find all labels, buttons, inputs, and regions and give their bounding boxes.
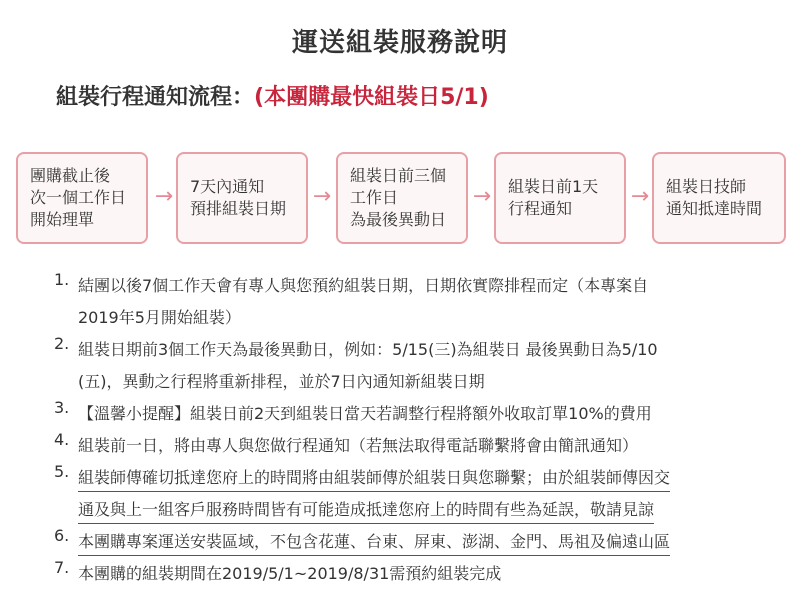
- flow-subtitle-label: 組裝行程通知流程：: [56, 85, 255, 110]
- underlined-text: 通及與上一組客戶服務時間皆有可能造成抵達您府上的時間有些為延誤，敬請見諒: [78, 497, 654, 524]
- list-item: [54, 334, 754, 398]
- list-number: 4.: [54, 430, 70, 449]
- list-line: 本團購的組裝期間在2019/5/1~2019/8/31需預約組裝完成: [78, 564, 502, 583]
- list-line: 2019年5月開始組裝）: [78, 308, 241, 327]
- list-number: 5.: [54, 462, 70, 481]
- list-number: 7.: [54, 558, 70, 577]
- list-line: 結團以後7個工作天會有專人與您預約組裝日期，日期依實際排程而定（本專案自: [78, 276, 649, 295]
- flow-step-5: [652, 152, 786, 244]
- list-item: [54, 558, 754, 590]
- flow-subtitle: [56, 80, 489, 111]
- list-number: 6.: [54, 526, 70, 545]
- list-line: 組裝前一日，將由專人與您做行程通知（若無法取得電話聯繫將會由簡訊通知）: [78, 436, 639, 455]
- flow-step-2: [176, 152, 308, 244]
- list-item: [54, 462, 754, 526]
- flow-step-text: 組裝日技師 通知抵達時間: [666, 177, 763, 218]
- list-line: [78, 494, 754, 526]
- underlined-text: 本團購專案運送安裝區域，不包含花蓮、台東、屏東、澎湖、金門、馬祖及偏遠山區: [78, 529, 670, 556]
- list-line: [78, 462, 754, 494]
- list-item: [54, 398, 754, 430]
- arrow-right-icon: →: [154, 184, 174, 209]
- flow-step-text: 7天內通知 預排組裝日期: [190, 177, 287, 218]
- underlined-text: 組裝師傳確切抵達您府上的時間將由組裝師傳於組裝日與您聯繫；由於組裝師傳因交: [78, 465, 670, 492]
- flow-step-text: 組裝日前1天 行程通知: [508, 177, 599, 218]
- arrow-right-icon: →: [312, 184, 332, 209]
- list-number: 3.: [54, 398, 70, 417]
- flow-step-3: [336, 152, 468, 244]
- list-item: [54, 270, 754, 334]
- list-number: 2.: [54, 334, 70, 353]
- list-line: (五)，異動之行程將重新排程，並於7日內通知新組裝日期: [78, 372, 485, 391]
- arrow-right-icon: →: [472, 184, 492, 209]
- flow-step-4: [494, 152, 626, 244]
- list-item: [54, 430, 754, 462]
- process-flow: [16, 152, 786, 246]
- flow-step-1: [16, 152, 148, 244]
- list-line: 【溫馨小提醒】組裝日前2天到組裝日當天若調整行程將額外收取訂單10%的費用: [78, 404, 652, 423]
- arrow-right-icon: →: [630, 184, 650, 209]
- list-number: 1.: [54, 270, 70, 289]
- flow-step-text: 團購截止後 次一個工作日 開始理單: [30, 166, 127, 229]
- notes-list: [54, 270, 754, 590]
- flow-step-text: 組裝日前三個 工作日 為最後異動日: [350, 166, 447, 229]
- list-line: [78, 526, 754, 558]
- list-line: 組裝日期前3個工作天為最後異動日，例如：5/15(三)為組裝日 最後異動日為5/10: [78, 340, 658, 359]
- earliest-date-note: (本團購最快組裝日5/1): [254, 85, 489, 110]
- list-item: [54, 526, 754, 558]
- page-title: 運送組裝服務說明: [291, 28, 508, 58]
